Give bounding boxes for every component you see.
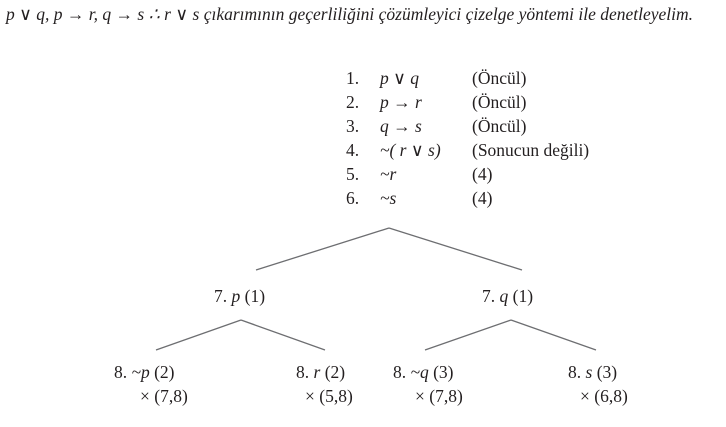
branch-line [425, 320, 511, 350]
branch-line [241, 320, 325, 350]
problem-text: çıkarımının geçerliliğini çözümleyici çizelge yöntemi ile denetleyelim. [203, 4, 694, 24]
tree-node-right [482, 285, 533, 307]
step-formula: ~s [380, 188, 397, 208]
step-number: 6. [346, 188, 360, 208]
branch-line [156, 320, 241, 350]
node-number: 7. [482, 286, 496, 306]
conclusion: r ∨ s [164, 4, 200, 24]
node-formula: p [231, 286, 241, 306]
premises: p ∨ q, p → r, q → s [6, 4, 145, 24]
node-formula: q [499, 286, 509, 306]
step-number: 2. [346, 92, 360, 112]
step-justification: (4) [472, 188, 493, 208]
step-formula: p ∨ q [380, 68, 420, 88]
node-number: 7. [214, 286, 228, 306]
step-formula: p → r [380, 92, 422, 112]
step-justification: (Sonucun değili) [472, 140, 590, 160]
step-formula: q → s [380, 116, 422, 136]
closed-branch-mark: × (7,8) [140, 386, 188, 406]
node-number: 8. [296, 362, 310, 382]
closed-branch-mark: × (5,8) [305, 386, 353, 406]
tree-node-left [214, 285, 265, 307]
node-number: 8. [114, 362, 128, 382]
node-reference: (2) [154, 362, 175, 382]
step-justification: (4) [472, 164, 493, 184]
branch-line [389, 228, 522, 270]
node-reference: (2) [324, 362, 346, 382]
step-formula: ~( r ∨ s) [380, 140, 441, 160]
node-number: 8. [393, 362, 407, 382]
leaf-node [393, 361, 454, 383]
step-formula: ~r [380, 164, 397, 184]
leaf-node [114, 361, 175, 383]
branch-line [256, 228, 389, 270]
leaf-node [296, 361, 345, 383]
step-justification: (Öncül) [472, 116, 527, 136]
closed-branch-mark: × (6,8) [580, 386, 628, 406]
node-formula: ~q [410, 362, 429, 382]
step-number: 1. [346, 68, 360, 88]
branch-line [511, 320, 596, 350]
node-formula: s [585, 362, 593, 382]
step-justification: (Öncül) [472, 68, 527, 88]
node-formula: r [313, 362, 321, 382]
node-reference: (1) [244, 286, 266, 306]
step-number: 3. [346, 116, 360, 136]
step-number: 5. [346, 164, 360, 184]
node-reference: (3) [433, 362, 454, 382]
node-formula: ~p [131, 362, 150, 382]
step-number: 4. [346, 140, 360, 160]
node-number: 8. [568, 362, 582, 382]
node-reference: (1) [512, 286, 534, 306]
step-justification: (Öncül) [472, 92, 527, 112]
therefore-symbol: ∴ [148, 4, 160, 24]
leaf-node [568, 361, 617, 383]
closed-branch-mark: × (7,8) [415, 386, 463, 406]
node-reference: (3) [596, 362, 618, 382]
